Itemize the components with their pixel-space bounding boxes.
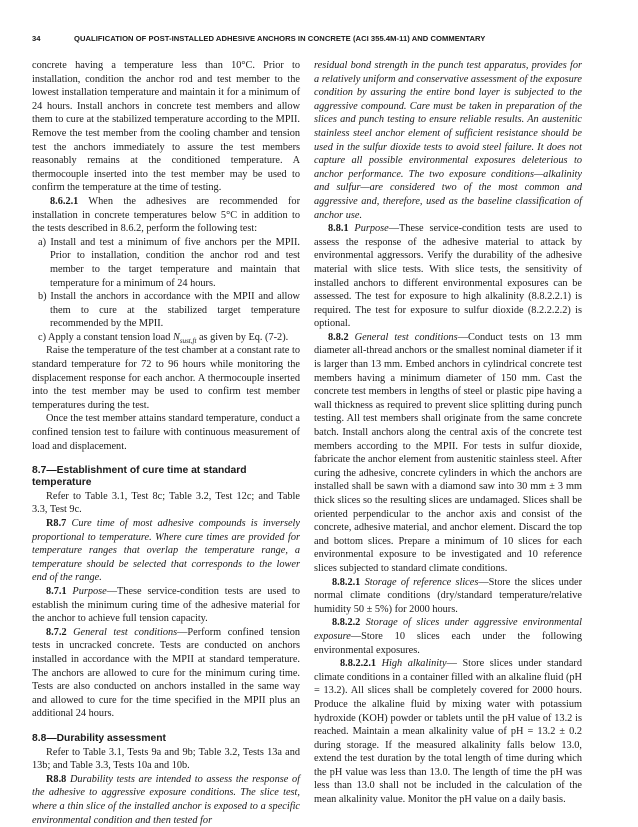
- running-header: [32, 34, 606, 48]
- section-text: —Store the slices under normal climate conditions (dry/standard temperature/relative humidity 50 ± 5%) for 2000 hours.: [314, 576, 583, 615]
- section-8-8-1: [314, 222, 582, 331]
- section-number: 8.7.2: [46, 626, 67, 638]
- section-number: 8.8.2.1: [332, 576, 361, 588]
- section-number: 8.8.2: [328, 331, 349, 343]
- right-column: [314, 59, 582, 807]
- commentary-r8-7: [32, 517, 300, 585]
- commentary-r8-8: [32, 773, 300, 827]
- section-8-6-2-1: [32, 195, 300, 236]
- section-text: — Store slices under standard climate conditions in a container filled with an alkaline fluid (pH = 13.2). All slices shall be completely covered for 2000 hours. Produce the alkaline fluid by mixing water with potassium hydroxide (KOH) powder or tablets until the pH value of 13.2 is reached. Maintain a mean alkalinity value of pH = 13.2 ± 0.2 during storage. If the measured alkalinity falls below 13.0, extend the test duration by the total length of time during which the pH value was less than 13.0. The length of time the pH was less than 13.0 shall not be included in the calculation of the mean alkalinity value. Monitor the pH value on a daily basis.: [314, 658, 582, 806]
- load-subscript: sust,ft: [179, 336, 197, 345]
- paragraph-raise-temperature: Raise the temperature of the test chamber at a constant rate to standard temperature for 72 to 96 hours while monitoring the displacement response for each anchor. A thermocouple inserted into the test member may be used to confirm test member temperatures during the test.: [32, 345, 300, 411]
- section-label: Storage of slices under aggressive environmental exposure: [314, 617, 582, 642]
- section-text: —Conduct tests on 13 mm diameter all-thread anchors or the smallest nominal diameter if it is larger than 13 mm. Embed anchors in cylindrical concrete test members having a minimum diameter of 150 mm. Cast the concrete test members in lengths of steel or plastic pipe having a wall thickness as required to prevent slice splitting during punch testing. All test members shall originate from the same concrete batch. Install anchors along the central axis of the concrete test members according to the MPII. For tests in sulfur dioxide, fabricate the anchor element from austenitic stainless steel. After curing the adhesive, concrete cylinders in which the anchors are installed shall be sawn with a diamond saw into 30 mm ± 3 mm thick slices so the resulting slices are undamaged. Slices shall be oriented perpendicular to the anchor axis and consist of the concrete, adhesive material, and anchor element. Discard the top and bottom slices. Prepare a minimum of 10 slices for each environmental exposure to be investigated and 10 reference slices subjected to standard climate conditions.: [314, 331, 582, 574]
- section-8-8-2-2: [314, 616, 582, 657]
- page-number: 34: [32, 34, 41, 43]
- section-label: Purpose: [348, 223, 389, 235]
- section-number: 8.8.1: [328, 223, 349, 235]
- commentary-text: Cure time of most adhesive compounds is inversely proportional to temperature. Where cure times are provided for temperature ranges that overlap the temperature range, a temperature should be selected that corresponds to the lower end of the range.: [32, 518, 300, 584]
- commentary-number: R8.8: [46, 773, 67, 785]
- commentary-r8-8-continued: residual bond strength in the punch test apparatus, provides for a relatively uniform and conservative assessment of the exposure condition by assuring the entire bond layer is subjected to the aggressive compound. Care must be taken in preparation of the slices and punch testing to ensure reliable results. An austenitic stainless steel anchor element of sufficient resistance should be used in the sulfur dioxide tests to avoid steel failure. It does not capture all possible environmental exposures deleterious to anchor performance. The two exposure conditions—alkalinity and sulfur—are considered two of the most common and aggressive and, therefore, used as the baseline classification of anchor use.: [314, 60, 582, 221]
- section-text: —Store 10 slices each under the following environmental exposures.: [314, 630, 582, 656]
- heading-8-7: 8.7—Establishment of cure time at standard temperature: [32, 465, 247, 489]
- section-number: 8.6.2.1: [50, 195, 79, 207]
- section-number: 8.8.2.2.1: [340, 658, 377, 670]
- paragraph-cooling-procedure: concrete having a temperature less than 10°C. Prior to installation, condition the anchor rod and test member to the lowest installation temperature and maintain it for a minimum of 24 hours. Install anchors in concrete test members and allow them to cure at the stabilized temperature according to the MPII. Remove the test member from the cooling chamber and tension test the anchors immediately to assure the test members reasonably remains at the conditioned temperature. A thermocouple inserted into the test member may be used to confirm the temperature at the time of testing.: [32, 60, 300, 194]
- section-number: 8.8.2.2: [332, 617, 361, 629]
- list-item-c-equation: as given by Eq. (7-2).: [196, 331, 289, 343]
- list-item-a: a) Install and test a minimum of five anchors per the MPII. Prior to installation, condition the anchor rod and test member to the target temperature and maintain that temperature for a minimum of 24 hours.: [38, 236, 300, 289]
- section-8-7-2: [32, 626, 300, 721]
- section-8-8-2-2-1: [314, 657, 582, 807]
- section-text: —These service-condition tests are used to establish the minimum curing time of the adhesive material for the anchor to achieve full tension capacity.: [32, 585, 300, 625]
- section-8-7-1: [32, 585, 300, 626]
- left-column: [32, 59, 300, 827]
- list-item-c: [32, 331, 300, 345]
- reference-8-8: Refer to Table 3.1, Tests 9a and 9b; Table 3.2, Tests 13a and 13b; and Table 3.3, Tests 10a and 10b.: [32, 746, 300, 772]
- list-item-c-text: c) Apply a constant tension load: [38, 331, 173, 343]
- commentary-number: R8.7: [46, 518, 67, 529]
- section-8-8-2-1: [314, 576, 582, 617]
- load-symbol: N: [172, 331, 180, 343]
- commentary-text: Durability tests are intended to assess the response of the adhesive to aggressive exposure conditions. The slice test, where a thin slice of the installed anchor is exposed to a specific environmental condition and then tested for: [32, 773, 300, 826]
- section-text: —Perform confined tension tests in uncracked concrete. Tests are conducted on anchors installed in accordance with the MPII at standard temperature. The anchors are allowed to cure for the minimum curing time. Tests are also conducted on anchors installed in the same way and allowed to cure for the time specified in the MPII plus an additional 24 hours.: [32, 626, 300, 720]
- heading-8-8: 8.8—Durability assessment: [32, 732, 166, 744]
- section-label: Purpose: [66, 585, 107, 597]
- section-8-8-2: [314, 331, 582, 576]
- section-label: General test conditions: [348, 331, 458, 343]
- section-label: High alkalinity: [376, 658, 447, 670]
- section-text: When the adhesives are recommended for installation in concrete temperatures below 5°C in addition to the tests described in 8.6.2, perform the following test:: [32, 195, 300, 235]
- section-text: —These service-condition tests are used to assess the response of the adhesive material to attack by environmental aggressors. Verify the durability of the adhesive material with slice tests. With slice tests, the sensitivity of installed anchors to different environmental exposures can be assessed. The test for exposure to high alkalinity (8.8.2.2.1) is required. The test for exposure to sulfur dioxide (8.2.2.2.2) is optional.: [314, 223, 582, 330]
- paragraph-standard-temperature: Once the test member attains standard temperature, conduct a confined tension test to failure with continuous measurement of load and displacement.: [32, 413, 300, 452]
- reference-8-7: Refer to Table 3.1, Test 8c; Table 3.2, Test 12c; and Table 3.3, Test 9c.: [32, 490, 300, 516]
- section-label: Storage of reference slices: [360, 576, 479, 588]
- section-number: 8.7.1: [46, 585, 67, 597]
- section-label: General test conditions: [66, 626, 178, 638]
- running-title: QUALIFICATION OF POST-INSTALLED ADHESIVE ANCHORS IN CONCRETE (ACI 355.4M-11) AND COMMENTARY: [74, 34, 486, 43]
- list-item-b: b) Install the anchors in accordance with the MPII and allow them to cure at the stabilized target temperature recommended by the MPII.: [38, 291, 300, 330]
